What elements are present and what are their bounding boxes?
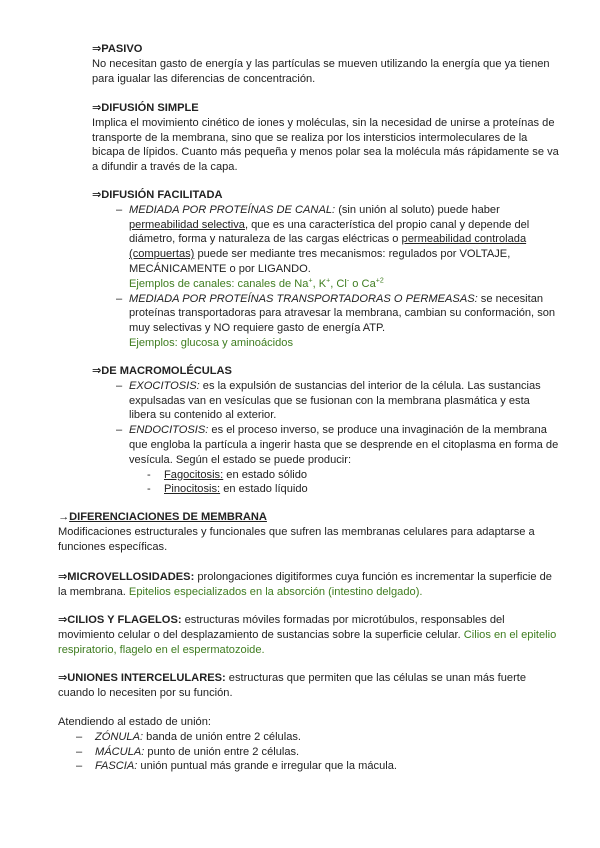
item-text (129, 292, 560, 336)
item-text (164, 482, 560, 497)
item-body: (sin unión al soluto) puede haber (335, 203, 500, 216)
section-pasivo (92, 42, 560, 86)
item-body: estructuras móviles formadas por microtúbulos, responsables del movimiento celular o del desplazamiento de sustancias sobre la superficie celular. (58, 614, 505, 641)
dash-bullet: – (116, 292, 123, 305)
item-label: ENDOCITOSIS: (129, 424, 209, 437)
item-label: ZÓNULA: (95, 730, 144, 743)
dash-bullet: – (116, 203, 123, 216)
underlined-term: Fagocitosis: (164, 468, 224, 481)
section-heading (92, 188, 560, 203)
item-body: en estado líquido (220, 483, 308, 496)
item-body: se necesitan proteínas transportadoras para atravesar la membrana, cambian su conformación, son muy selectivas y NO requiere gasto de energía ATP. (129, 292, 556, 335)
dash-bullet: - (147, 468, 151, 481)
sub-item-fagocitosis (92, 468, 560, 483)
section-body (58, 613, 563, 657)
underlined-term: Pinocitosis: (164, 483, 221, 496)
item-text (95, 745, 563, 760)
double-arrow-icon: ⇒ (58, 614, 68, 626)
double-arrow-icon: ⇒ (58, 672, 68, 684)
underlined-term: permeabilidad controlada (compuertas) (129, 233, 527, 261)
list-item-permeasas (92, 292, 560, 351)
item-body: es la expulsión de sustancias del interior de la célula. Las sustancias expulsadas van en vesículas que se fusionan con la membrana plasmática y esta libera su contenido al exterior. (129, 379, 541, 422)
section-difusion-simple (92, 101, 560, 175)
example-text: Cilios en el epitelio respiratorio, flagelo en el espermatozoide. (58, 628, 557, 656)
dash-bullet: – (116, 424, 123, 437)
double-arrow-icon: ⇒ (92, 365, 102, 377)
section-estado-union (58, 715, 563, 774)
example-part: , Cl (330, 277, 347, 290)
example-part: Ejemplos de canales: canales de Na (129, 277, 309, 290)
heading-text: DIFUSIÓN SIMPLE (101, 102, 199, 114)
heading-text: CILIOS Y FLAGELOS: (67, 614, 182, 626)
dash-bullet: – (76, 745, 83, 758)
section-microvellosidades (58, 570, 563, 600)
section-body: No necesitan gasto de energía y las partículas se mueven utilizando la energía que ya tienen para igualar las diferencias de concentración. (92, 57, 550, 85)
item-text (95, 730, 563, 745)
item-body: punto de unión entre 2 células. (144, 745, 300, 758)
heading-text: DIFERENCIACIONES DE MEMBRANA (69, 511, 267, 523)
superscript: +2 (375, 277, 384, 285)
section-heading (92, 42, 560, 57)
section-heading (58, 510, 563, 525)
list-item-endocitosis (92, 423, 560, 467)
item-text (129, 203, 560, 277)
heading-text: UNIONES INTERCELULARES: (67, 672, 226, 684)
example-text: Ejemplos: glucosa y aminoácidos (129, 336, 294, 349)
superscript: - (346, 277, 350, 285)
heading-text: DIFUSIÓN FACILITADA (101, 189, 223, 201)
item-text (164, 468, 560, 483)
item-body: en estado sólido (223, 468, 308, 481)
heading-text: MICROVELLOSIDADES: (67, 571, 195, 583)
item-label: EXOCITOSIS: (129, 379, 200, 392)
item-text (129, 423, 560, 467)
section-diferenciaciones (58, 510, 563, 554)
item-label: MEDIADA POR PROTEÍNAS TRANSPORTADORAS O PERMEASAS: (129, 292, 478, 305)
item-label: MÁCULA: (95, 745, 145, 758)
example-part: , K (312, 277, 327, 290)
section-cilios (58, 613, 563, 657)
double-arrow-icon: ⇒ (92, 102, 102, 114)
double-arrow-icon: ⇒ (92, 189, 102, 201)
dash-bullet: – (116, 379, 123, 392)
section-body: Modificaciones estructurales y funcionales que sufren las membranas celulares para adaptarse a funciones específicas. (58, 525, 535, 553)
item-body: estructuras que permiten que las células se unan más fuerte cuando lo necesiten por su función. (58, 672, 527, 699)
item-body: prolongaciones digitiformes cuya función es incrementar la superficie de la membrana. (58, 571, 552, 598)
section-body (58, 671, 563, 701)
example-text: Epitelios especializados en la absorción (intestino delgado). (128, 585, 423, 598)
dash-bullet: – (76, 730, 83, 743)
list-item-canal (92, 203, 560, 292)
dash-bullet: - (147, 483, 151, 496)
superscript: + (308, 277, 313, 285)
heading-text: DE MACROMOLÉCULAS (101, 365, 232, 377)
double-arrow-icon: ⇒ (58, 571, 68, 583)
section-intro: Atendiendo al estado de unión: (58, 716, 211, 728)
list-item-zonula (58, 730, 563, 745)
item-text (95, 759, 563, 774)
arrow-icon: → (58, 511, 70, 523)
item-body: puede ser mediante tres mecanismos: regulados por VOLTAJE, MECÁNICAMENTE o por LIGANDO. (129, 248, 511, 275)
dash-bullet: – (76, 760, 83, 773)
example-text (129, 277, 560, 292)
section-difusion-facilitada (92, 188, 560, 351)
section-body (58, 570, 563, 600)
section-heading (92, 364, 560, 379)
list-item-exocitosis (92, 379, 560, 423)
item-body: , que es una característica del propio canal y depende del diámetro, forma y naturaleza de las cargas eléctricas o (129, 218, 530, 246)
list-item-macula (58, 745, 563, 760)
double-arrow-icon: ⇒ (92, 43, 102, 55)
item-body: es el proceso inverso, se produce una invaginación de la membrana que engloba la partícula a ingerir hasta que se desprende en el citoplasma en forma de vesícula. Según el estado se puede producir: (129, 424, 559, 466)
item-label: MEDIADA POR PROTEÍNAS DE CANAL: (129, 203, 336, 216)
heading-text: PASIVO (101, 43, 143, 55)
section-body: Implica el movimiento cinético de iones y moléculas, sin la necesidad de unirse a proteínas de transporte de la membrana, sino que se realiza por los intersticios intermoleculares de la bicapa de lípidos. Cuanto más pequeña y menos polar sea la molécula más rápidamente se va a difundir a través de la capa. (92, 116, 559, 174)
item-label: FASCIA: (95, 760, 138, 773)
sub-item-pinocitosis (92, 482, 560, 497)
list-item-fascia (58, 759, 563, 774)
underlined-term: permeabilidad selectiva (129, 218, 245, 231)
item-body: unión puntual más grande e irregular que la mácula. (137, 760, 397, 773)
example-part: o Ca (349, 277, 376, 290)
section-macromoleculas (92, 364, 560, 497)
section-uniones (58, 671, 563, 701)
item-body: banda de unión entre 2 células. (143, 730, 301, 743)
superscript: + (326, 277, 331, 285)
item-text (129, 379, 560, 423)
section-heading (92, 101, 560, 116)
